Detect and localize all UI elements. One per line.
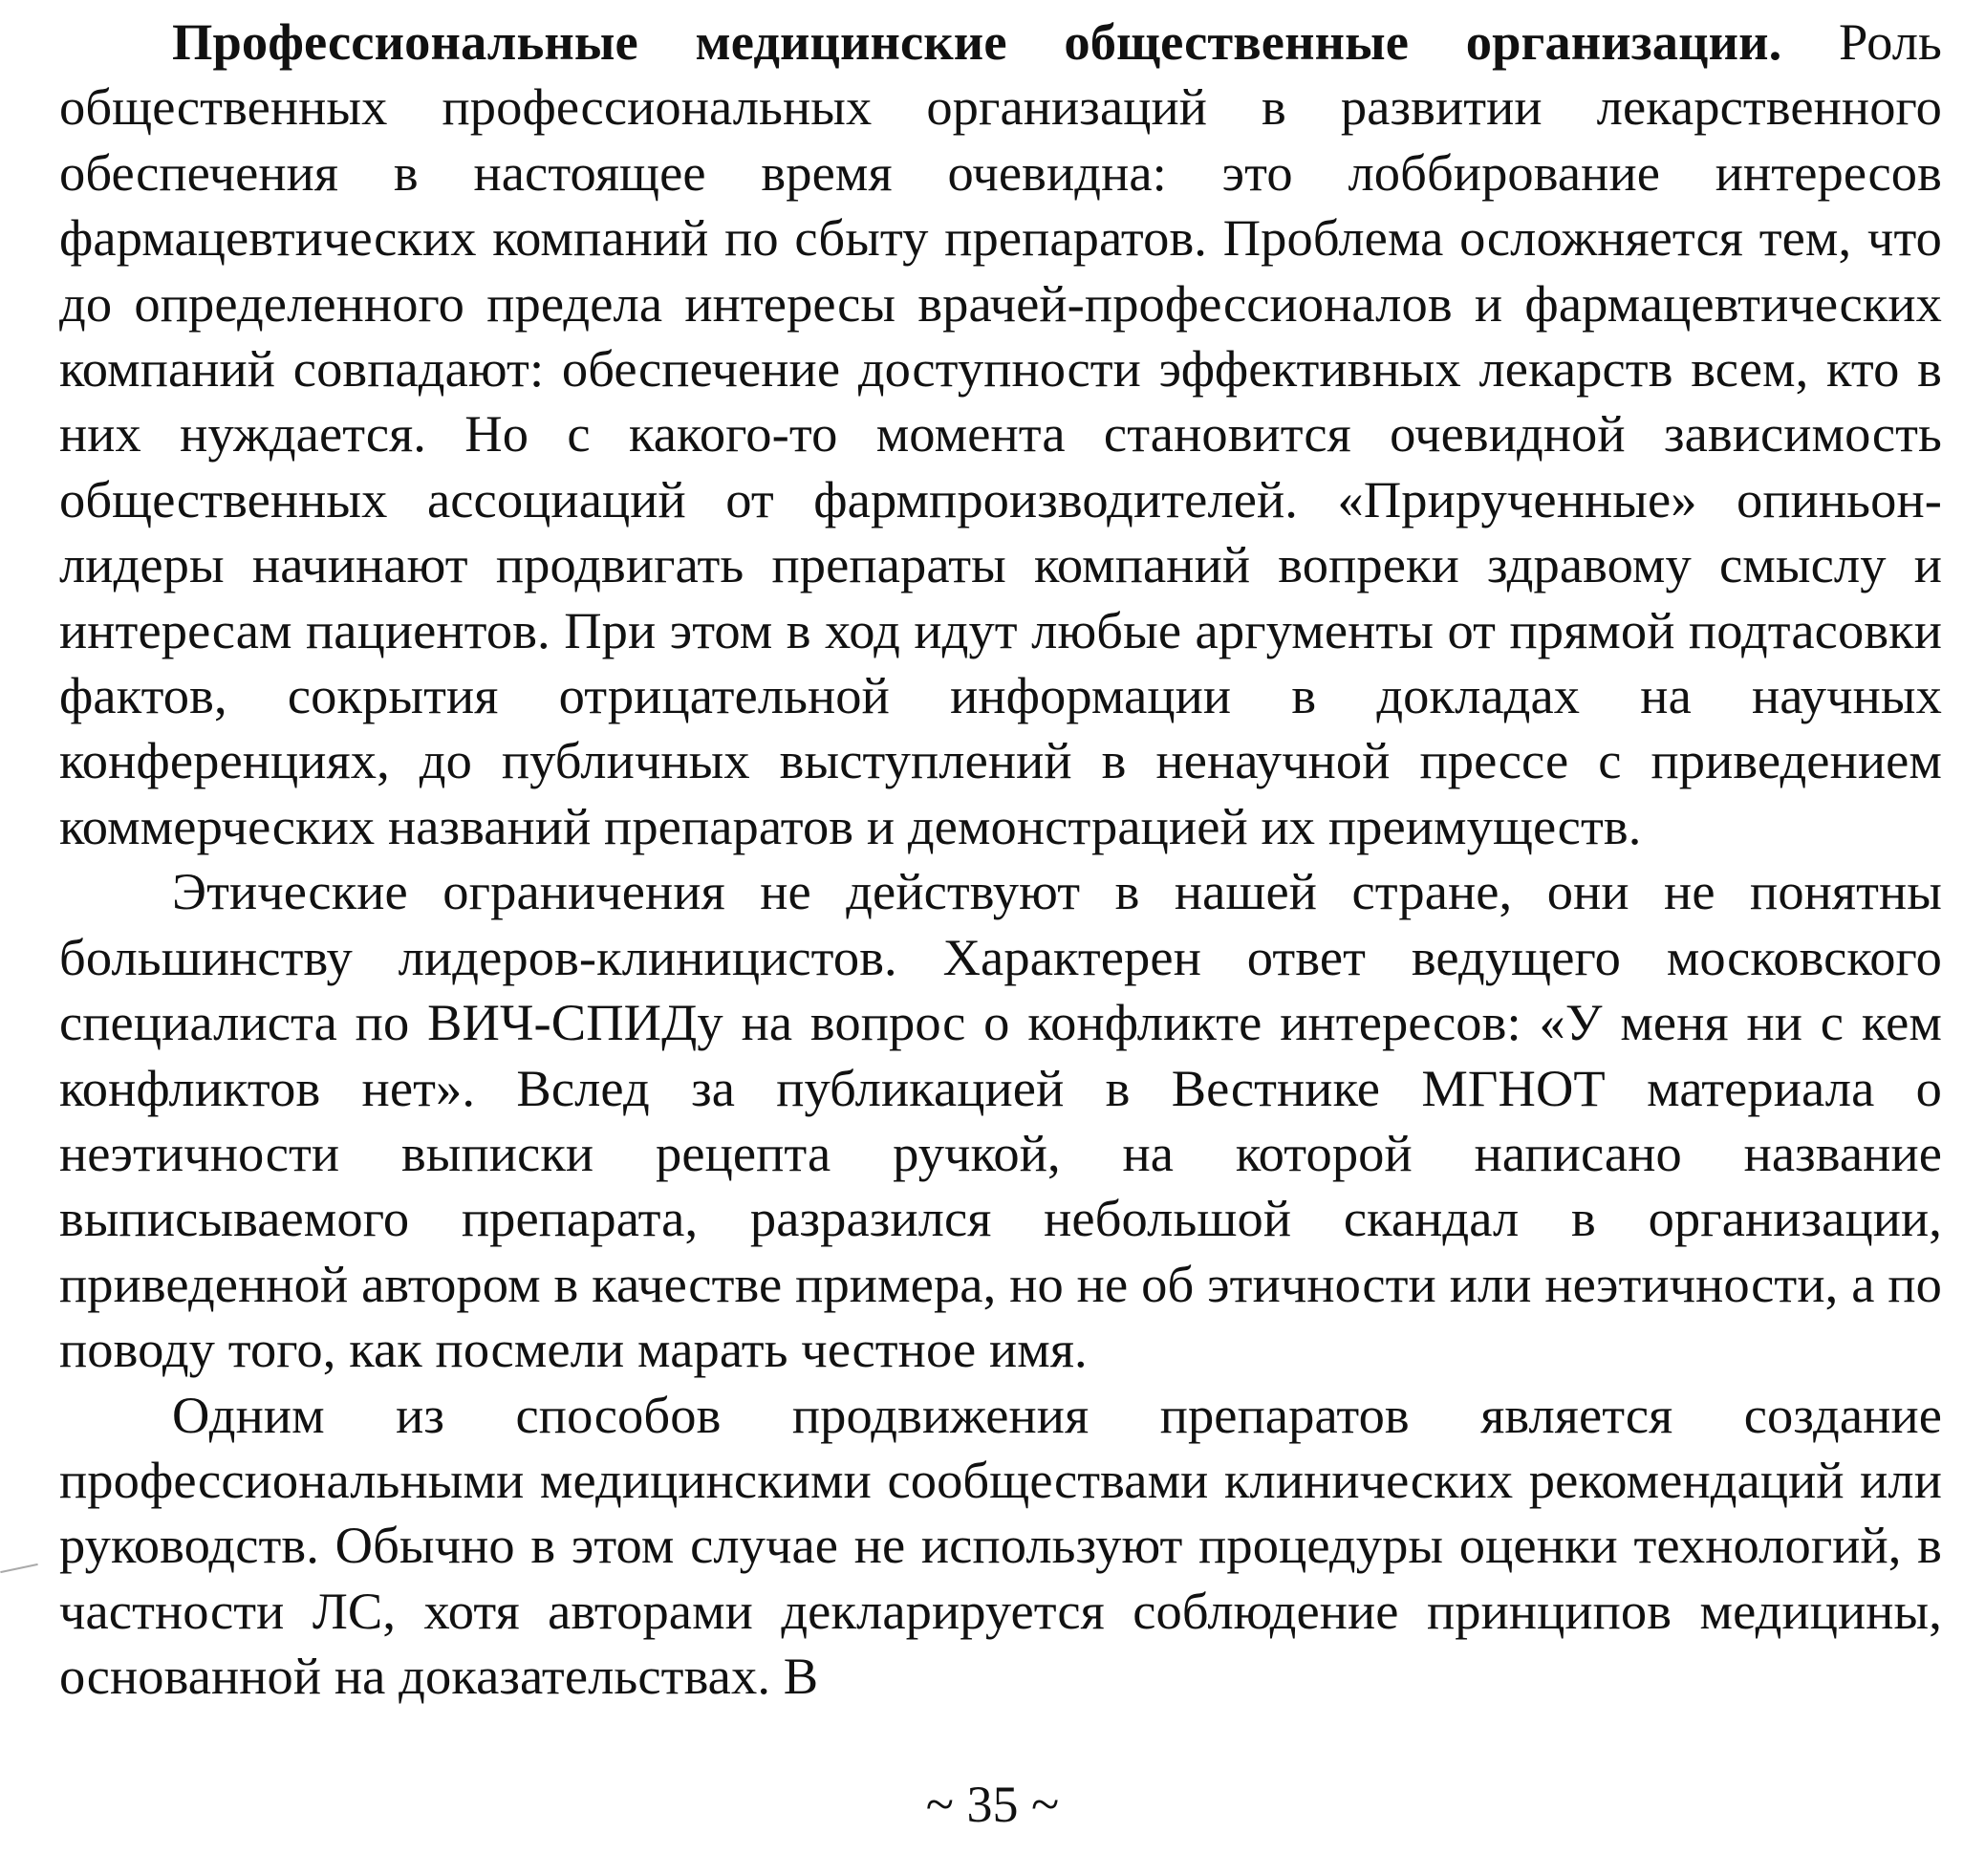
paragraph-1 (59, 10, 1942, 859)
paragraph-3 (59, 1383, 1942, 1710)
paragraph-1-heading: Профессиональные медицинские общественные организации. (172, 12, 1782, 71)
body-text (59, 10, 1942, 1710)
paragraph-2 (59, 859, 1942, 1382)
page-number: ~ 35 ~ (925, 1776, 1060, 1833)
paragraph-1-text: Роль общественных профессиональных организаций в развитии лекарственного обеспечения в настоящее время очевидна: это лоббирование интересов фармацевтических компаний по сбыту препаратов. Проблема осложняется тем, что до определенного предела интересы врачей-профессионалов и фармацевтических компаний совпадают: обеспечение доступности эффективных лекарств всем, кто в них нуждается. Но с какого-то момента становится очевидной зависимость общественных ассоциаций от фармпроизводителей. «Прирученные» опиньон-лидеры начинают продвигать препараты компаний вопреки здравому смыслу и интересам пациентов. При этом в ход идут любые аргументы от прямой подтасовки фактов, сокрытия отрицательной информации в докладах на научных конференциях, до публичных выступлений в ненаучной прессе с приведением коммерческих названий препаратов и демонстрацией их преимуществ. (59, 12, 1942, 855)
scan-artifact (0, 1563, 38, 1573)
paragraph-3-text: Одним из способов продвижения препаратов является создание профессиональными медицинскими сообществами клинических рекомендаций или руководств. Обычно в этом случае не используют процедуры оценки технологий, в частности ЛС, хотя авторами декларируется соблюдение принципов медицины, основанной на доказательствах. В (59, 1385, 1942, 1706)
paragraph-2-text: Этические ограничения не действуют в нашей стране, они не понятны большинству лидеров-клиницистов. Характерен ответ ведущего московского специалиста по ВИЧ-СПИДу на вопрос о конфликте интересов: «У меня ни с кем конфликтов нет». Вслед за публикацией в Вестнике МГНОТ материала о неэтичности выписки рецепта ручкой, на которой написано название выписываемого препарата, разразился небольшой скандал в организации, приведенной автором в качестве примера, но не об этичности или неэтичности, а по поводу того, как посмели марать честное имя. (59, 862, 1942, 1379)
